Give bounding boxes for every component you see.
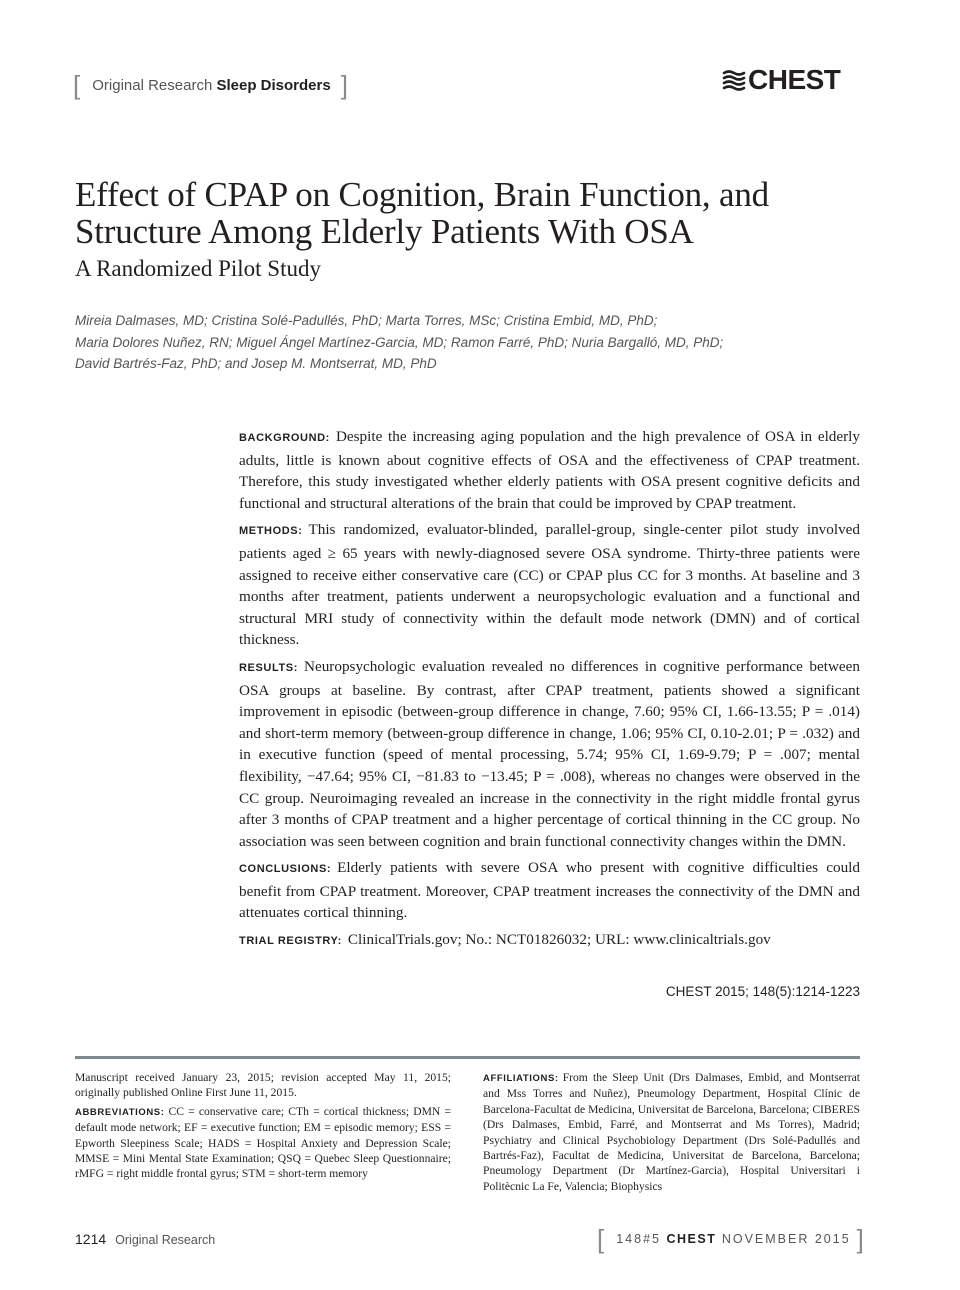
results-text: Neuropsychologic evaluation revealed no differences in cognitive performance between OSA groups at baseline. By contrast, after CPAP treatment, patients showed a significant improvement in episodic (between-group difference in change, 7.60; 95% CI, 1.66-13.55; P = .014) and short-term memory (between-group difference in change, 1.06; 95% CI, 0.10-2.01; P = .032) and in executive function (speed of mental processing, 5.74; 95% CI, 1.69-9.79; P = .007; mental flexibility, −47.64; 95% CI, −81.83 to −13.45; P = .008), whereas no changes were observed in the CC group. Neuroimaging revealed an increase in the connectivity in the right middle frontal gyrus after 3 months of CPAP treatment and a higher percentage of cortical thinning in the CC group. No association was seen between cognition and brain functional connectivity changes within the DMN. bbox=[239, 657, 860, 850]
footer-issue-info bbox=[604, 1232, 856, 1246]
author-line: Mireia Dalmases, MD; Cristina Solé-Padullés, PhD; Marta Torres, MSc; Cristina Embid, MD, PhD; bbox=[75, 313, 658, 328]
methods-text: This randomized, evaluator-blinded, parallel-group, single-center pilot study involved patients aged ≥ 65 years with newly-diagnosed severe OSA syndrome. Thirty-three patients were assigned to receive either conservative care (CC) or CPAP plus CC for 3 months. At baseline and 3 months after treatment, patients underwent a neuropsychologic evaluation and a functional and structural MRI study of connectivity within the default mode network (DMN) and of cortical thickness. bbox=[239, 521, 860, 649]
abstract-conclusions bbox=[239, 857, 860, 924]
conclusions-label: CONCLUSIONS: bbox=[239, 863, 332, 876]
abbreviations bbox=[75, 1104, 451, 1182]
background-text: Despite the increasing aging population and the high prevalence of OSA in elderly adults, little is known about cognitive effects of OSA and the effectiveness of CPAP treatment. Therefore, this study investigated whether elderly patients with OSA present cognitive deficits and functional and structural alterations of the brain that could be improved by CPAP treatment. bbox=[239, 428, 860, 512]
abstract-methods bbox=[239, 519, 860, 651]
footer-journal: CHEST bbox=[666, 1232, 717, 1246]
footer-date: NOVEMBER 2015 bbox=[721, 1232, 851, 1246]
author-list bbox=[75, 310, 855, 375]
left-bracket: [ bbox=[73, 70, 81, 100]
footer-section: Original Research bbox=[115, 1233, 216, 1247]
affiliations bbox=[483, 1070, 860, 1194]
chest-logo-icon bbox=[722, 68, 746, 92]
trial-text: ClinicalTrials.gov; No.: NCT01826032; URL: www.clinicaltrials.gov bbox=[347, 931, 771, 949]
left-bracket: [ bbox=[597, 1224, 605, 1254]
running-header bbox=[73, 72, 348, 98]
journal-citation: CHEST 2015; 148(5):1214-1223 bbox=[665, 984, 860, 999]
author-line: Maria Dolores Nuñez, RN; Miguel Ángel Martínez-Garcia, MD; Ramon Farré, PhD; Nuria Bargalló, MD, PhD; bbox=[75, 334, 724, 350]
footer-right bbox=[597, 1226, 864, 1252]
affiliations-text: From the Sleep Unit (Drs Dalmases, Embid, and Montserrat and Mss Torres and Nuñez), Pneumology Department, Hospital Clínic de Barcelona-Facultat de Medicina, Universitat de Barcelona, Barcelona; CIBERES (Drs Dalmases, Embid, Farré, and Montserrat and Ms Torres), Madrid; Psychiatry and Clinical Psychobiology Department (Drs Solé-Padullés and Bartrés-Faz), Facultat de Medicina, Universitat de Barcelona, Barcelona; Pneumology Department (Dr Martínez-Garcia), Hospital Universitari i Politècnic La Fe, Valencia; Biophysics bbox=[483, 1071, 860, 1193]
logo-wordmark: CHEST bbox=[748, 64, 841, 95]
footnote-right-column bbox=[483, 1070, 860, 1194]
abstract bbox=[239, 426, 860, 958]
manuscript-dates: Manuscript received January 23, 2015; revision accepted May 11, 2015; originally published Online First June 11, 2015. bbox=[75, 1071, 451, 1100]
article-title: Effect of CPAP on Cognition, Brain Function, and Structure Among Elderly Patients With OSA bbox=[75, 175, 769, 251]
methods-label: METHODS: bbox=[239, 525, 303, 538]
affiliations-label: AFFILIATIONS: bbox=[483, 1073, 559, 1084]
background-label: BACKGROUND: bbox=[239, 432, 330, 444]
abstract-background bbox=[239, 426, 860, 514]
footer-left bbox=[75, 1231, 215, 1247]
abstract-trial-registry bbox=[239, 929, 860, 953]
section-category bbox=[80, 77, 340, 94]
article-subtitle: A Randomized Pilot Study bbox=[75, 256, 321, 281]
author-line: David Bartrés-Faz, PhD; and Josep M. Montserrat, MD, PhD bbox=[75, 356, 437, 371]
trial-label: TRIAL REGISTRY: bbox=[239, 935, 342, 948]
abbreviations-text: CC = conservative care; CTh = cortical thickness; DMN = default mode network; EF = executive function; EM = episodic memory; ESS = Epworth Sleepiness Scale; HADS = Hospital Anxiety and Depression Scale; MMSE = Mini Mental State Examination; QSQ = Quebec Sleep Questionnaire; rMFG = right middle frontal gyrus; STM = short-term memory bbox=[75, 1104, 451, 1181]
chest-logo bbox=[722, 64, 862, 96]
page-number: 1214 bbox=[75, 1231, 107, 1247]
right-bracket: ] bbox=[856, 1224, 864, 1254]
footnote-left-column bbox=[75, 1070, 451, 1185]
conclusions-text: Elderly patients with severe OSA who present with cognitive difficulties could benefit from CPAP treatment. Moreover, CPAP treatment increases the connectivity of the DMN and attenuates cortical thinning. bbox=[239, 859, 860, 922]
header-category: Sleep Disorders bbox=[216, 76, 331, 94]
right-bracket: ] bbox=[340, 70, 348, 100]
results-label: RESULTS: bbox=[239, 661, 298, 674]
header-section: Original Research bbox=[92, 76, 213, 94]
abbreviations-label: ABBREVIATIONS: bbox=[75, 1106, 165, 1118]
abstract-results bbox=[239, 656, 860, 852]
footnote-divider bbox=[75, 1056, 860, 1059]
footer-issue: 148#5 bbox=[616, 1232, 661, 1246]
